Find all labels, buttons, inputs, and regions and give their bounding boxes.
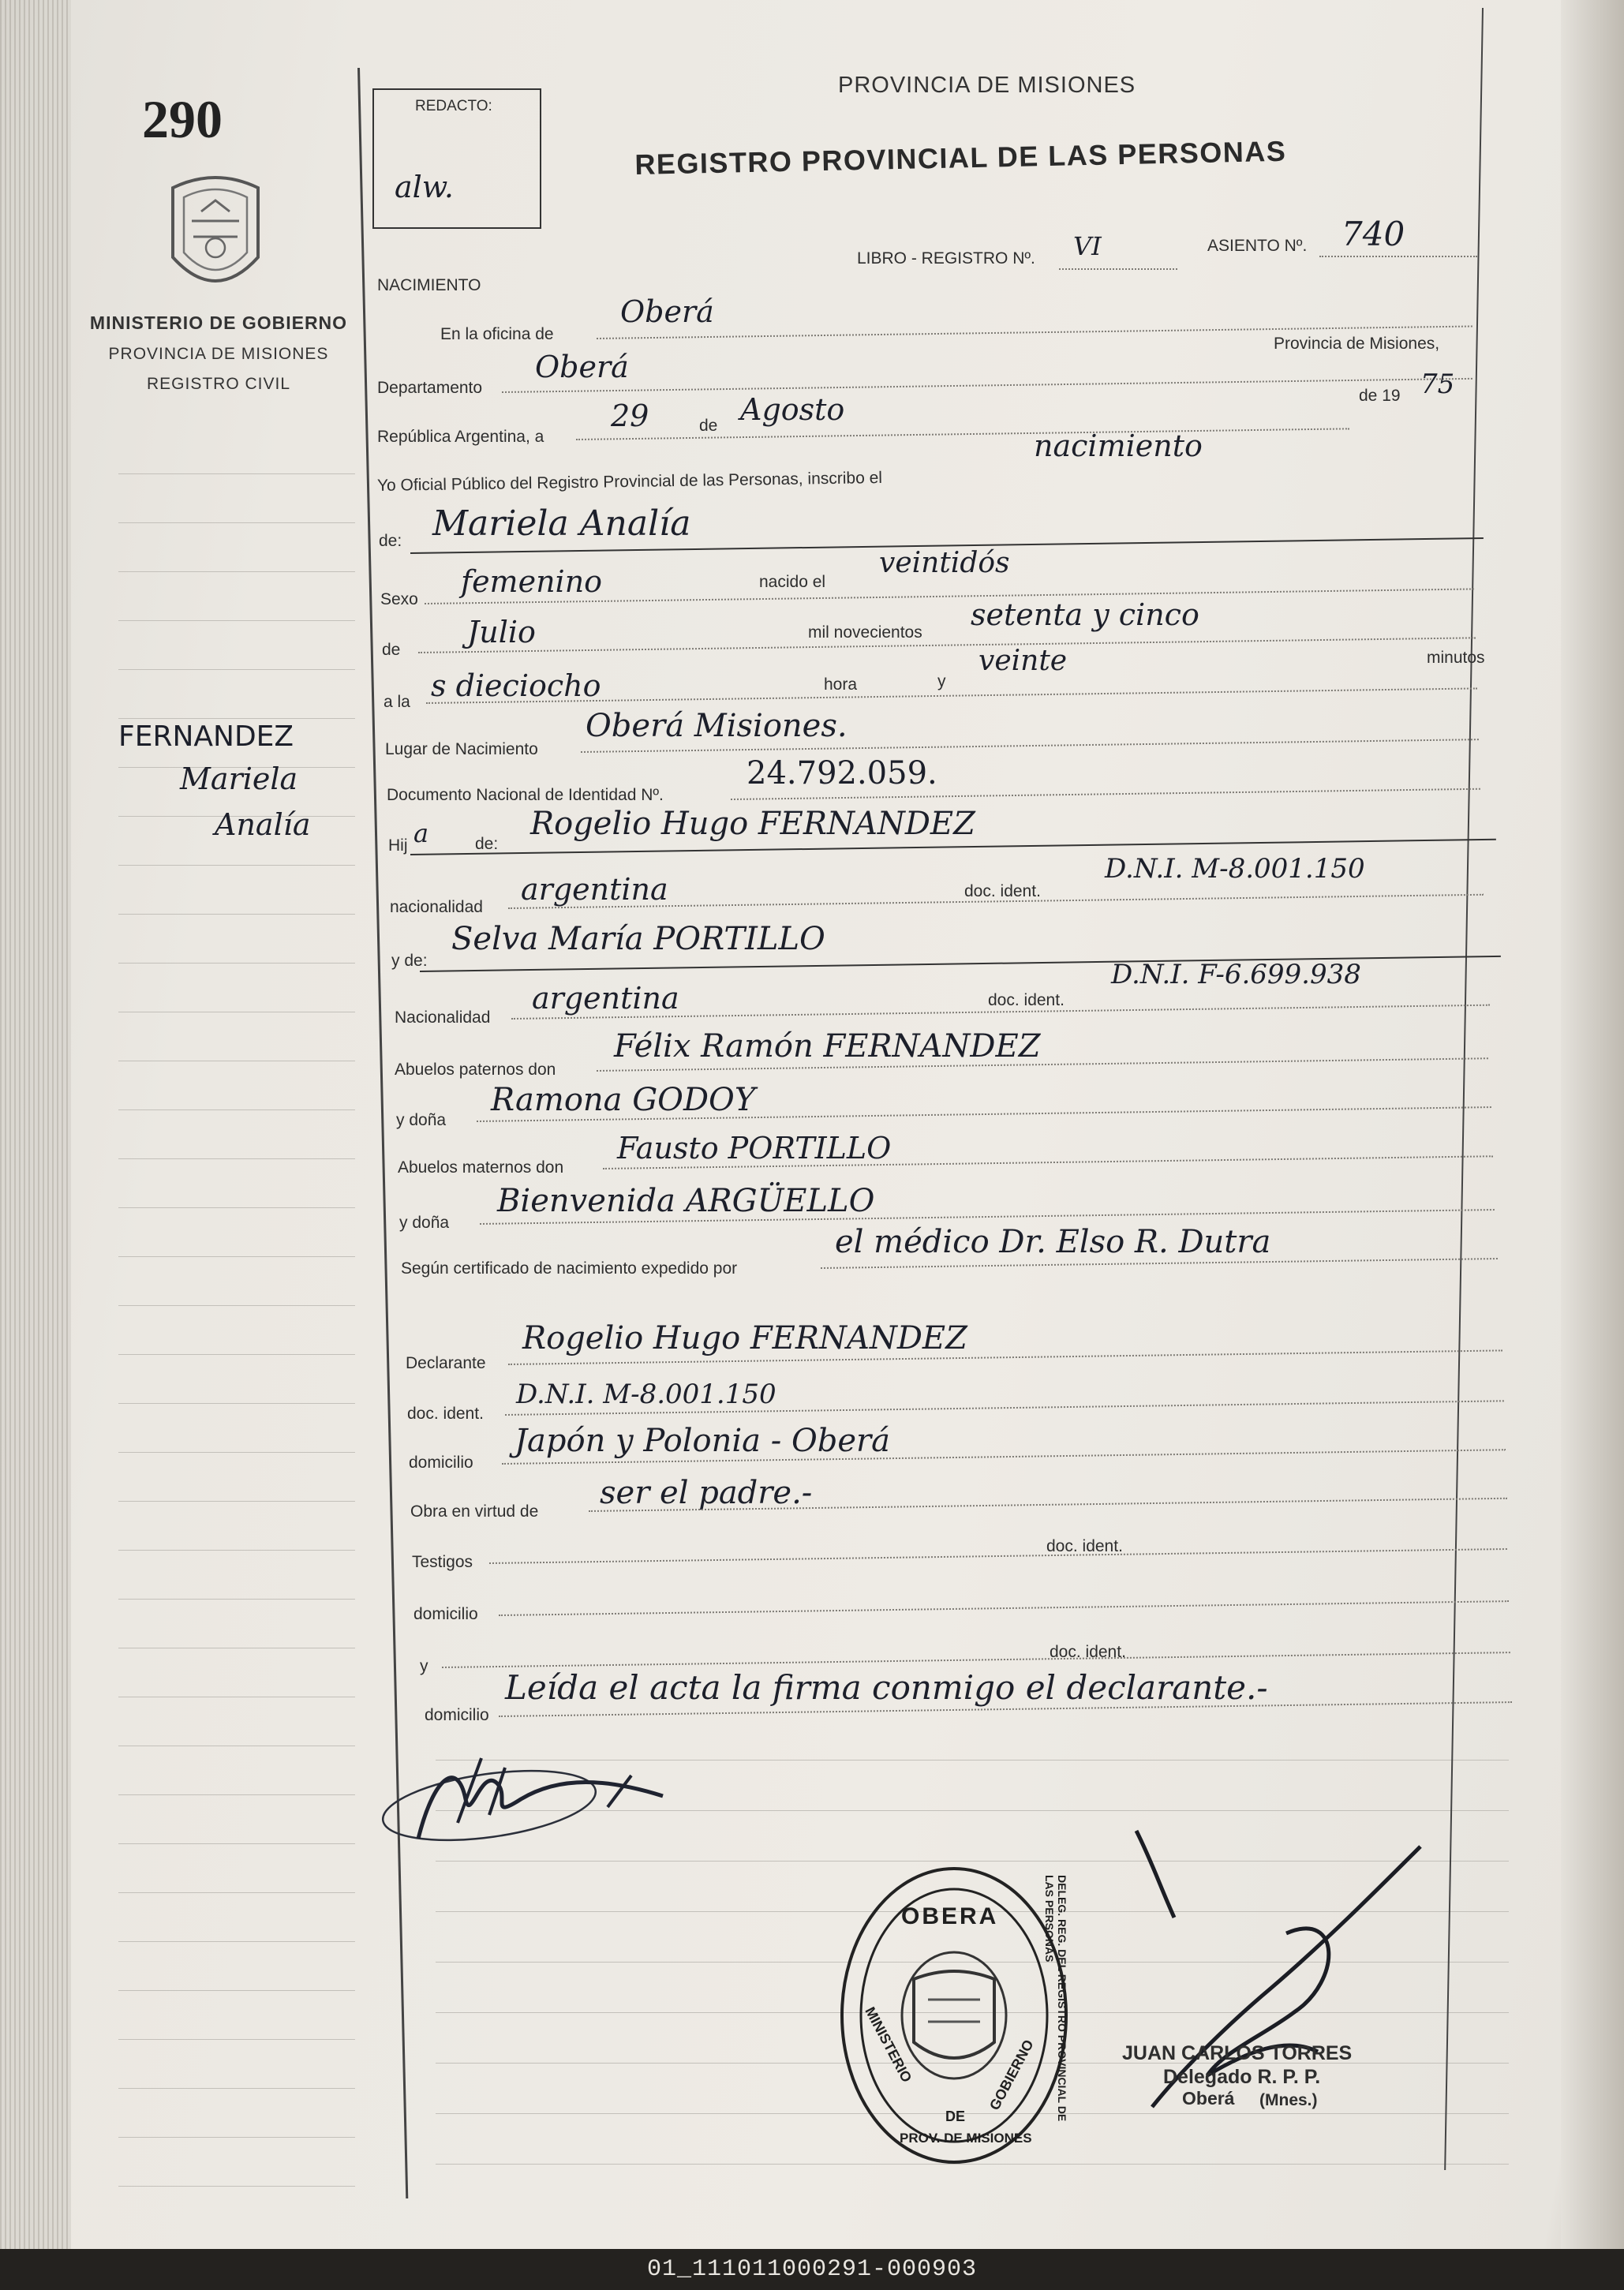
- padre-value: Rogelio Hugo FERNANDEZ: [530, 806, 975, 842]
- departamento-label: Departamento: [377, 379, 483, 397]
- anio-value: 75: [1420, 369, 1455, 400]
- margin-rule: [118, 1109, 355, 1110]
- doc-madre-label: doc. ident.: [988, 991, 1065, 1009]
- redacto-box: [372, 88, 541, 229]
- declarant-signature: [371, 1744, 702, 1870]
- margin-rule: [118, 1794, 355, 1795]
- margin-first-name: Mariela: [180, 761, 298, 796]
- mes-value: Agosto: [740, 392, 845, 427]
- inscribo-value: nacimiento: [1034, 428, 1203, 463]
- abuelos-paternos-label: Abuelos paternos don: [395, 1061, 556, 1079]
- nac-padre-label: nacionalidad: [390, 898, 483, 916]
- domicilio-label: domicilio: [409, 1454, 473, 1472]
- abuela-paterna-value: Ramona GODOY: [491, 1082, 756, 1118]
- margin-rule: [118, 2137, 355, 2138]
- page-stack-edge: [0, 0, 71, 2249]
- anio-nac-value: setenta y cinco: [971, 597, 1199, 632]
- domicilio-value: Japón y Polonia - Oberá: [515, 1423, 890, 1459]
- margin-rule: [118, 2088, 355, 2089]
- mes-nac-value: Julio: [467, 615, 536, 649]
- margin-rule: [118, 2039, 355, 2040]
- margin-rule: [118, 1354, 355, 1355]
- republica-label: República Argentina, a: [377, 428, 544, 446]
- ministry-name: MINISTERIO DE GOBIERNO: [89, 312, 348, 333]
- nac-madre-label: Nacionalidad: [395, 1008, 491, 1027]
- nac-madre-value: argentina: [532, 981, 679, 1016]
- testigos-label: Testigos: [412, 1553, 473, 1571]
- doc-madre-value: D.N.I. F-6.699.938: [1111, 959, 1361, 990]
- provincial-seal-icon: [162, 172, 269, 298]
- alas-label: a la: [384, 693, 410, 711]
- domicilio-testigo-label: domicilio: [413, 1605, 478, 1623]
- doc-padre-value: D.N.I. M-8.001.150: [1105, 853, 1365, 885]
- oficina-label: En la oficina de: [440, 325, 554, 343]
- margin-rule: [118, 865, 355, 866]
- ministry-block: [88, 312, 349, 405]
- minutos-label: minutos: [1427, 649, 1485, 667]
- domicilio-final-label: domicilio: [425, 1706, 489, 1724]
- stamp-ministry: MINISTERIO: [862, 2004, 915, 2086]
- provincia-suffix: Provincia de Misiones,: [1274, 335, 1440, 353]
- margin-rule: [118, 1990, 355, 1991]
- testigos-doc-label: doc. ident.: [1046, 1537, 1123, 1555]
- nombre-value: Mariela Analía: [432, 503, 691, 544]
- sexo-label: Sexo: [380, 590, 418, 608]
- yo-oficial-label: Yo Oficial Público del Registro Provincial de las Personas, inscribo el: [376, 468, 883, 495]
- page-number: 290: [142, 89, 223, 149]
- hijo-label: Hij: [388, 836, 408, 855]
- stamp-outer-ring: DELEG. REG. DEL REGISTRO PROVINCIAL DE LAS PERSONAS: [1043, 1875, 1068, 2122]
- testigo2-doc-label: doc. ident.: [1050, 1643, 1126, 1661]
- obra-label: Obra en virtud de: [410, 1502, 539, 1521]
- official-place: Oberá: [1182, 2088, 1235, 2109]
- madre-value: Selva María PORTILLO: [451, 921, 825, 957]
- margin-rule: [118, 1452, 355, 1453]
- margin-rule: [118, 1843, 355, 1844]
- lugar-label: Lugar de Nacimiento: [385, 740, 538, 758]
- binding-edge: [1561, 0, 1624, 2249]
- registry-title: REGISTRO PROVINCIAL DE LAS PERSONAS: [634, 134, 1287, 181]
- abuelo-paterno-value: Félix Ramón FERNANDEZ: [614, 1028, 1041, 1065]
- stamp-city: OBERA: [901, 1903, 999, 1929]
- nacido-label: nacido el: [759, 573, 826, 591]
- obra-value: ser el padre.-: [600, 1475, 813, 1511]
- y-horas-label: y: [937, 672, 946, 690]
- margin-rule: [118, 620, 355, 621]
- margin-rule: [118, 571, 355, 572]
- margin-rule: [118, 473, 355, 474]
- y-dona-materna-label: y doña: [399, 1214, 450, 1232]
- documento-label: Documento Nacional de Identidad Nº.: [387, 786, 664, 804]
- de19-label: de 19: [1359, 387, 1401, 405]
- margin-rule: [118, 1892, 355, 1893]
- margin-rule: [118, 2186, 355, 2187]
- libro-label: LIBRO - REGISTRO Nº.: [857, 249, 1035, 268]
- asiento-label: ASIENTO Nº.: [1207, 237, 1308, 255]
- domicilio-final-value: Leída el acta la firma conmigo el declarante.-: [505, 1668, 1268, 1707]
- margin-rule: [118, 1941, 355, 1942]
- margin-rule: [118, 1403, 355, 1404]
- section-label: NACIMIENTO: [377, 276, 481, 294]
- dia-value: 29: [611, 399, 649, 433]
- oficina-value: Oberá: [620, 294, 714, 329]
- hijo-de-label: de:: [475, 835, 499, 853]
- de-mes-label: de: [382, 641, 401, 659]
- doc-declarante-label: doc. ident.: [407, 1405, 484, 1423]
- stamp-province: PROV. DE MISIONES: [900, 2131, 1032, 2146]
- ministry-registry: REGISTRO CIVIL: [146, 375, 291, 393]
- official-place-note: (Mnes.): [1259, 2091, 1318, 2109]
- stamp-gobierno: GOBIERNO: [986, 2037, 1037, 2113]
- de-nombre-label: de:: [379, 532, 402, 550]
- departamento-value: Oberá: [535, 350, 629, 384]
- official-role: Delegado R. P. P.: [1163, 2066, 1321, 2088]
- y-testigo-label: y: [420, 1657, 428, 1675]
- margin-surname: FERNANDEZ: [118, 720, 294, 753]
- margin-rule: [118, 1501, 355, 1502]
- declarante-label: Declarante: [406, 1354, 486, 1372]
- official-name: JUAN CARLOS TORRES: [1122, 2042, 1353, 2064]
- province-heading: PROVINCIA DE MISIONES: [838, 73, 1136, 98]
- scan-filename-bar: 01_111011000291-000903: [0, 2249, 1624, 2290]
- mes-de-label: de: [699, 417, 718, 435]
- y-de-label: y de:: [391, 952, 428, 970]
- mil-label: mil novecientos: [808, 623, 922, 642]
- nacido-value: veintidós: [879, 547, 1010, 579]
- lugar-value: Oberá Misiones.: [586, 708, 848, 744]
- margin-rule: [118, 1256, 355, 1257]
- segun-value: el médico Dr. Elso R. Dutra: [835, 1224, 1271, 1260]
- horas-value: s dieciocho: [431, 668, 601, 703]
- abuelos-maternos-label: Abuelos maternos don: [398, 1158, 564, 1177]
- libro-value: VI: [1073, 231, 1102, 261]
- minutos-value: veinte: [979, 645, 1068, 677]
- abuelo-materno-value: Fausto PORTILLO: [617, 1131, 892, 1166]
- declarante-value: Rogelio Hugo FERNANDEZ: [522, 1320, 967, 1356]
- ministry-province: PROVINCIA DE MISIONES: [108, 345, 329, 363]
- redacto-initials: alw.: [395, 170, 454, 204]
- asiento-line: [1319, 256, 1477, 257]
- hora-label: hora: [824, 675, 858, 694]
- hijo-suffix: a: [413, 818, 429, 848]
- stamp-de: DE: [945, 2109, 966, 2124]
- segun-label: Según certificado de nacimiento expedido por: [401, 1259, 738, 1278]
- doc-padre-label: doc. ident.: [964, 882, 1041, 900]
- margin-rule: [118, 1158, 355, 1159]
- redacto-label: REDACTO:: [415, 98, 492, 114]
- documento-value: 24.792.059.: [747, 755, 937, 791]
- margin-rule: [118, 1550, 355, 1551]
- margin-rule: [118, 718, 355, 719]
- margin-rule: [118, 1207, 355, 1208]
- margin-rule: [118, 914, 355, 915]
- doc-declarante-value: D.N.I. M-8.001.150: [516, 1379, 776, 1410]
- asiento-value: 740: [1341, 215, 1405, 253]
- libro-line: [1059, 268, 1177, 270]
- sexo-value: femenino: [461, 564, 603, 599]
- abuela-materna-value: Bienvenida ARGÜELLO: [497, 1183, 875, 1219]
- y-dona-paterna-label: y doña: [396, 1111, 447, 1129]
- nac-padre-value: argentina: [521, 872, 668, 907]
- margin-rule: [118, 522, 355, 523]
- margin-rule: [118, 1599, 355, 1600]
- margin-rule: [118, 669, 355, 670]
- margin-rule: [118, 963, 355, 964]
- margin-rule: [118, 1305, 355, 1306]
- margin-second-name: Analía: [215, 807, 311, 842]
